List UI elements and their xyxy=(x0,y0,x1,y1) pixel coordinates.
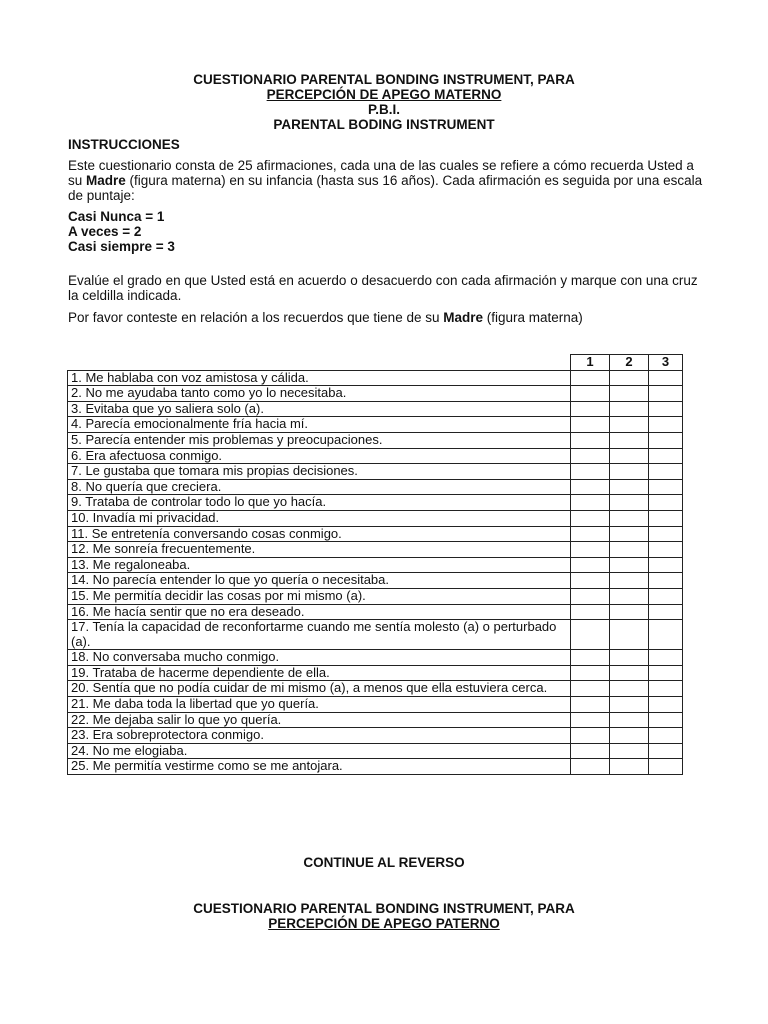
p1-text-a: Este cuestionario consta de 25 afirmaciones, cada una de las cuales se refiere a cómo recuerda Usted a su xyxy=(68,158,694,188)
answer-cell-2[interactable] xyxy=(610,588,649,604)
answer-cell-3[interactable] xyxy=(649,697,683,713)
answer-cell-2[interactable] xyxy=(610,526,649,542)
item-text: 24. No me elogiaba. xyxy=(68,743,571,759)
table-row xyxy=(68,573,683,589)
title-line-3: P.B.I. xyxy=(367,102,401,117)
answer-cell-3[interactable] xyxy=(649,386,683,402)
instructions-paragraph-2: Evalúe el grado en que Usted está en acuerdo o desacuerdo con cada afirmación y marque con una cruz la celdilla indicada. xyxy=(68,273,698,303)
answer-cell-3[interactable] xyxy=(649,495,683,511)
answer-cell-1[interactable] xyxy=(571,759,610,775)
answer-cell-2[interactable] xyxy=(610,370,649,386)
item-text: 6. Era afectuosa conmigo. xyxy=(68,448,571,464)
table-row xyxy=(68,665,683,681)
next-title-line-1: CUESTIONARIO PARENTAL BONDING INSTRUMENT, PARA xyxy=(193,901,575,916)
instructions-paragraph-1 xyxy=(68,158,708,203)
instructions-paragraph-3 xyxy=(68,310,708,325)
p3-bold: Madre xyxy=(443,310,483,325)
answer-cell-3[interactable] xyxy=(649,743,683,759)
scale-item-3: Casi siempre = 3 xyxy=(68,239,175,254)
scoring-scale xyxy=(68,209,708,254)
answer-cell-1[interactable] xyxy=(571,743,610,759)
title-block xyxy=(0,72,768,132)
table-row xyxy=(68,448,683,464)
answer-cell-2[interactable] xyxy=(610,386,649,402)
answer-cell-2[interactable] xyxy=(610,712,649,728)
item-text: 5. Parecía entender mis problemas y preocupaciones. xyxy=(68,432,571,448)
answer-cell-1[interactable] xyxy=(571,542,610,558)
item-text: 12. Me sonreía frecuentemente. xyxy=(68,542,571,558)
column-header-2: 2 xyxy=(610,355,649,371)
answer-cell-3[interactable] xyxy=(649,665,683,681)
answer-cell-3[interactable] xyxy=(649,417,683,433)
answer-cell-2[interactable] xyxy=(610,620,649,650)
answer-cell-3[interactable] xyxy=(649,370,683,386)
table-row xyxy=(68,479,683,495)
answer-cell-2[interactable] xyxy=(610,665,649,681)
scale-item-2: A veces = 2 xyxy=(68,224,142,239)
answer-cell-2[interactable] xyxy=(610,495,649,511)
item-text: 3. Evitaba que yo saliera solo (a). xyxy=(68,401,571,417)
table-row xyxy=(68,386,683,402)
answer-cell-1[interactable] xyxy=(571,526,610,542)
answer-cell-3[interactable] xyxy=(649,712,683,728)
answer-cell-2[interactable] xyxy=(610,728,649,744)
item-text: 9. Trataba de controlar todo lo que yo hacía. xyxy=(68,495,571,511)
title-line-2: PERCEPCIÓN DE APEGO MATERNO xyxy=(266,87,502,102)
answer-cell-3[interactable] xyxy=(649,650,683,666)
answer-cell-2[interactable] xyxy=(610,759,649,775)
continue-note: CONTINUE AL REVERSO xyxy=(303,855,465,870)
item-text: 19. Trataba de hacerme dependiente de ella. xyxy=(68,665,571,681)
answer-cell-1[interactable] xyxy=(571,557,610,573)
item-text: 14. No parecía entender lo que yo quería o necesitaba. xyxy=(68,573,571,589)
instructions-heading xyxy=(68,137,708,152)
answer-cell-1[interactable] xyxy=(571,432,610,448)
item-text: 25. Me permitía vestirme como se me antojara. xyxy=(68,759,571,775)
answer-cell-3[interactable] xyxy=(649,557,683,573)
item-text: 4. Parecía emocionalmente fría hacia mí. xyxy=(68,417,571,433)
answer-cell-2[interactable] xyxy=(610,464,649,480)
answer-cell-1[interactable] xyxy=(571,401,610,417)
answer-cell-2[interactable] xyxy=(610,479,649,495)
instructions-heading-text: INSTRUCCIONES xyxy=(68,137,180,152)
answer-cell-1[interactable] xyxy=(571,665,610,681)
table-row xyxy=(68,712,683,728)
p3-text-a: Por favor conteste en relación a los recuerdos que tiene de su xyxy=(68,310,444,325)
item-text: 2. No me ayudaba tanto como yo lo necesitaba. xyxy=(68,386,571,402)
answer-cell-2[interactable] xyxy=(610,432,649,448)
scale-item-1: Casi Nunca = 1 xyxy=(68,209,165,224)
table-row xyxy=(68,542,683,558)
answer-cell-2[interactable] xyxy=(610,604,649,620)
p3-text-b: (figura materna) xyxy=(483,310,583,325)
table-row xyxy=(68,681,683,697)
table-header-row xyxy=(68,355,683,371)
table-row xyxy=(68,697,683,713)
answer-cell-3[interactable] xyxy=(649,728,683,744)
item-text: 17. Tenía la capacidad de reconfortarme cuando me sentía molesto (a) o perturbado (a). xyxy=(68,620,571,650)
answer-cell-1[interactable] xyxy=(571,728,610,744)
answer-cell-2[interactable] xyxy=(610,743,649,759)
answer-cell-1[interactable] xyxy=(571,604,610,620)
answer-cell-3[interactable] xyxy=(649,510,683,526)
answer-cell-3[interactable] xyxy=(649,432,683,448)
answer-cell-1[interactable] xyxy=(571,417,610,433)
questionnaire-table xyxy=(67,354,683,775)
answer-cell-2[interactable] xyxy=(610,557,649,573)
answer-cell-2[interactable] xyxy=(610,650,649,666)
answer-cell-1[interactable] xyxy=(571,712,610,728)
answer-cell-1[interactable] xyxy=(571,464,610,480)
table-row xyxy=(68,510,683,526)
table-row xyxy=(68,401,683,417)
table-row xyxy=(68,743,683,759)
title-line-1: CUESTIONARIO PARENTAL BONDING INSTRUMENT, PARA xyxy=(193,72,575,87)
answer-cell-3[interactable] xyxy=(649,681,683,697)
table-row xyxy=(68,604,683,620)
item-text: 15. Me permitía decidir las cosas por mi mismo (a). xyxy=(68,588,571,604)
answer-cell-3[interactable] xyxy=(649,573,683,589)
answer-cell-1[interactable] xyxy=(571,448,610,464)
answer-cell-1[interactable] xyxy=(571,573,610,589)
answer-cell-3[interactable] xyxy=(649,604,683,620)
answer-cell-2[interactable] xyxy=(610,417,649,433)
item-text: 16. Me hacía sentir que no era deseado. xyxy=(68,604,571,620)
table-row xyxy=(68,526,683,542)
answer-cell-1[interactable] xyxy=(571,510,610,526)
answer-cell-2[interactable] xyxy=(610,681,649,697)
p1-text-b: (figura materna) en su infancia (hasta sus 16 años). Cada afirmación es seguida por una escala de puntaje: xyxy=(68,173,703,203)
answer-cell-2[interactable] xyxy=(610,510,649,526)
column-header-3: 3 xyxy=(649,355,683,371)
answer-cell-3[interactable] xyxy=(649,401,683,417)
answer-cell-2[interactable] xyxy=(610,697,649,713)
header-blank-cell xyxy=(68,355,571,371)
item-text: 22. Me dejaba salir lo que yo quería. xyxy=(68,712,571,728)
item-text: 13. Me regaloneaba. xyxy=(68,557,571,573)
column-header-1: 1 xyxy=(571,355,610,371)
table-row xyxy=(68,557,683,573)
table-row xyxy=(68,417,683,433)
item-text: 21. Me daba toda la libertad que yo quería. xyxy=(68,697,571,713)
answer-cell-1[interactable] xyxy=(571,620,610,650)
item-text: 11. Se entretenía conversando cosas conmigo. xyxy=(68,526,571,542)
item-text: 20. Sentía que no podía cuidar de mi mismo (a), a menos que ella estuviera cerca. xyxy=(68,681,571,697)
table-row xyxy=(68,620,683,650)
answer-cell-2[interactable] xyxy=(610,573,649,589)
answer-cell-1[interactable] xyxy=(571,681,610,697)
answer-cell-1[interactable] xyxy=(571,588,610,604)
answer-cell-3[interactable] xyxy=(649,542,683,558)
item-text: 23. Era sobreprotectora conmigo. xyxy=(68,728,571,744)
answer-cell-2[interactable] xyxy=(610,542,649,558)
answer-cell-2[interactable] xyxy=(610,401,649,417)
answer-cell-3[interactable] xyxy=(649,526,683,542)
item-text: 7. Le gustaba que tomara mis propias decisiones. xyxy=(68,464,571,480)
table-row xyxy=(68,432,683,448)
answer-cell-3[interactable] xyxy=(649,448,683,464)
item-text: 10. Invadía mi privacidad. xyxy=(68,510,571,526)
item-text: 18. No conversaba mucho conmigo. xyxy=(68,650,571,666)
next-title-line-2: PERCEPCIÓN DE APEGO PATERNO xyxy=(268,916,500,931)
answer-cell-1[interactable] xyxy=(571,370,610,386)
table-row xyxy=(68,464,683,480)
table-row xyxy=(68,650,683,666)
p1-bold: Madre xyxy=(86,173,126,188)
answer-cell-1[interactable] xyxy=(571,495,610,511)
item-text: 1. Me hablaba con voz amistosa y cálida. xyxy=(68,370,571,386)
answer-cell-3[interactable] xyxy=(649,464,683,480)
answer-cell-2[interactable] xyxy=(610,448,649,464)
answer-cell-3[interactable] xyxy=(649,759,683,775)
answer-cell-3[interactable] xyxy=(649,620,683,650)
table-row xyxy=(68,370,683,386)
next-title-block xyxy=(0,901,768,931)
item-text: 8. No quería que creciera. xyxy=(68,479,571,495)
answer-cell-3[interactable] xyxy=(649,479,683,495)
table-row xyxy=(68,495,683,511)
answer-cell-1[interactable] xyxy=(571,650,610,666)
answer-cell-3[interactable] xyxy=(649,588,683,604)
answer-cell-1[interactable] xyxy=(571,697,610,713)
table-row xyxy=(68,728,683,744)
answer-cell-1[interactable] xyxy=(571,479,610,495)
title-line-4: PARENTAL BODING INSTRUMENT xyxy=(273,117,495,132)
table-row xyxy=(68,759,683,775)
footer-block xyxy=(0,855,768,870)
table-row xyxy=(68,588,683,604)
answer-cell-1[interactable] xyxy=(571,386,610,402)
